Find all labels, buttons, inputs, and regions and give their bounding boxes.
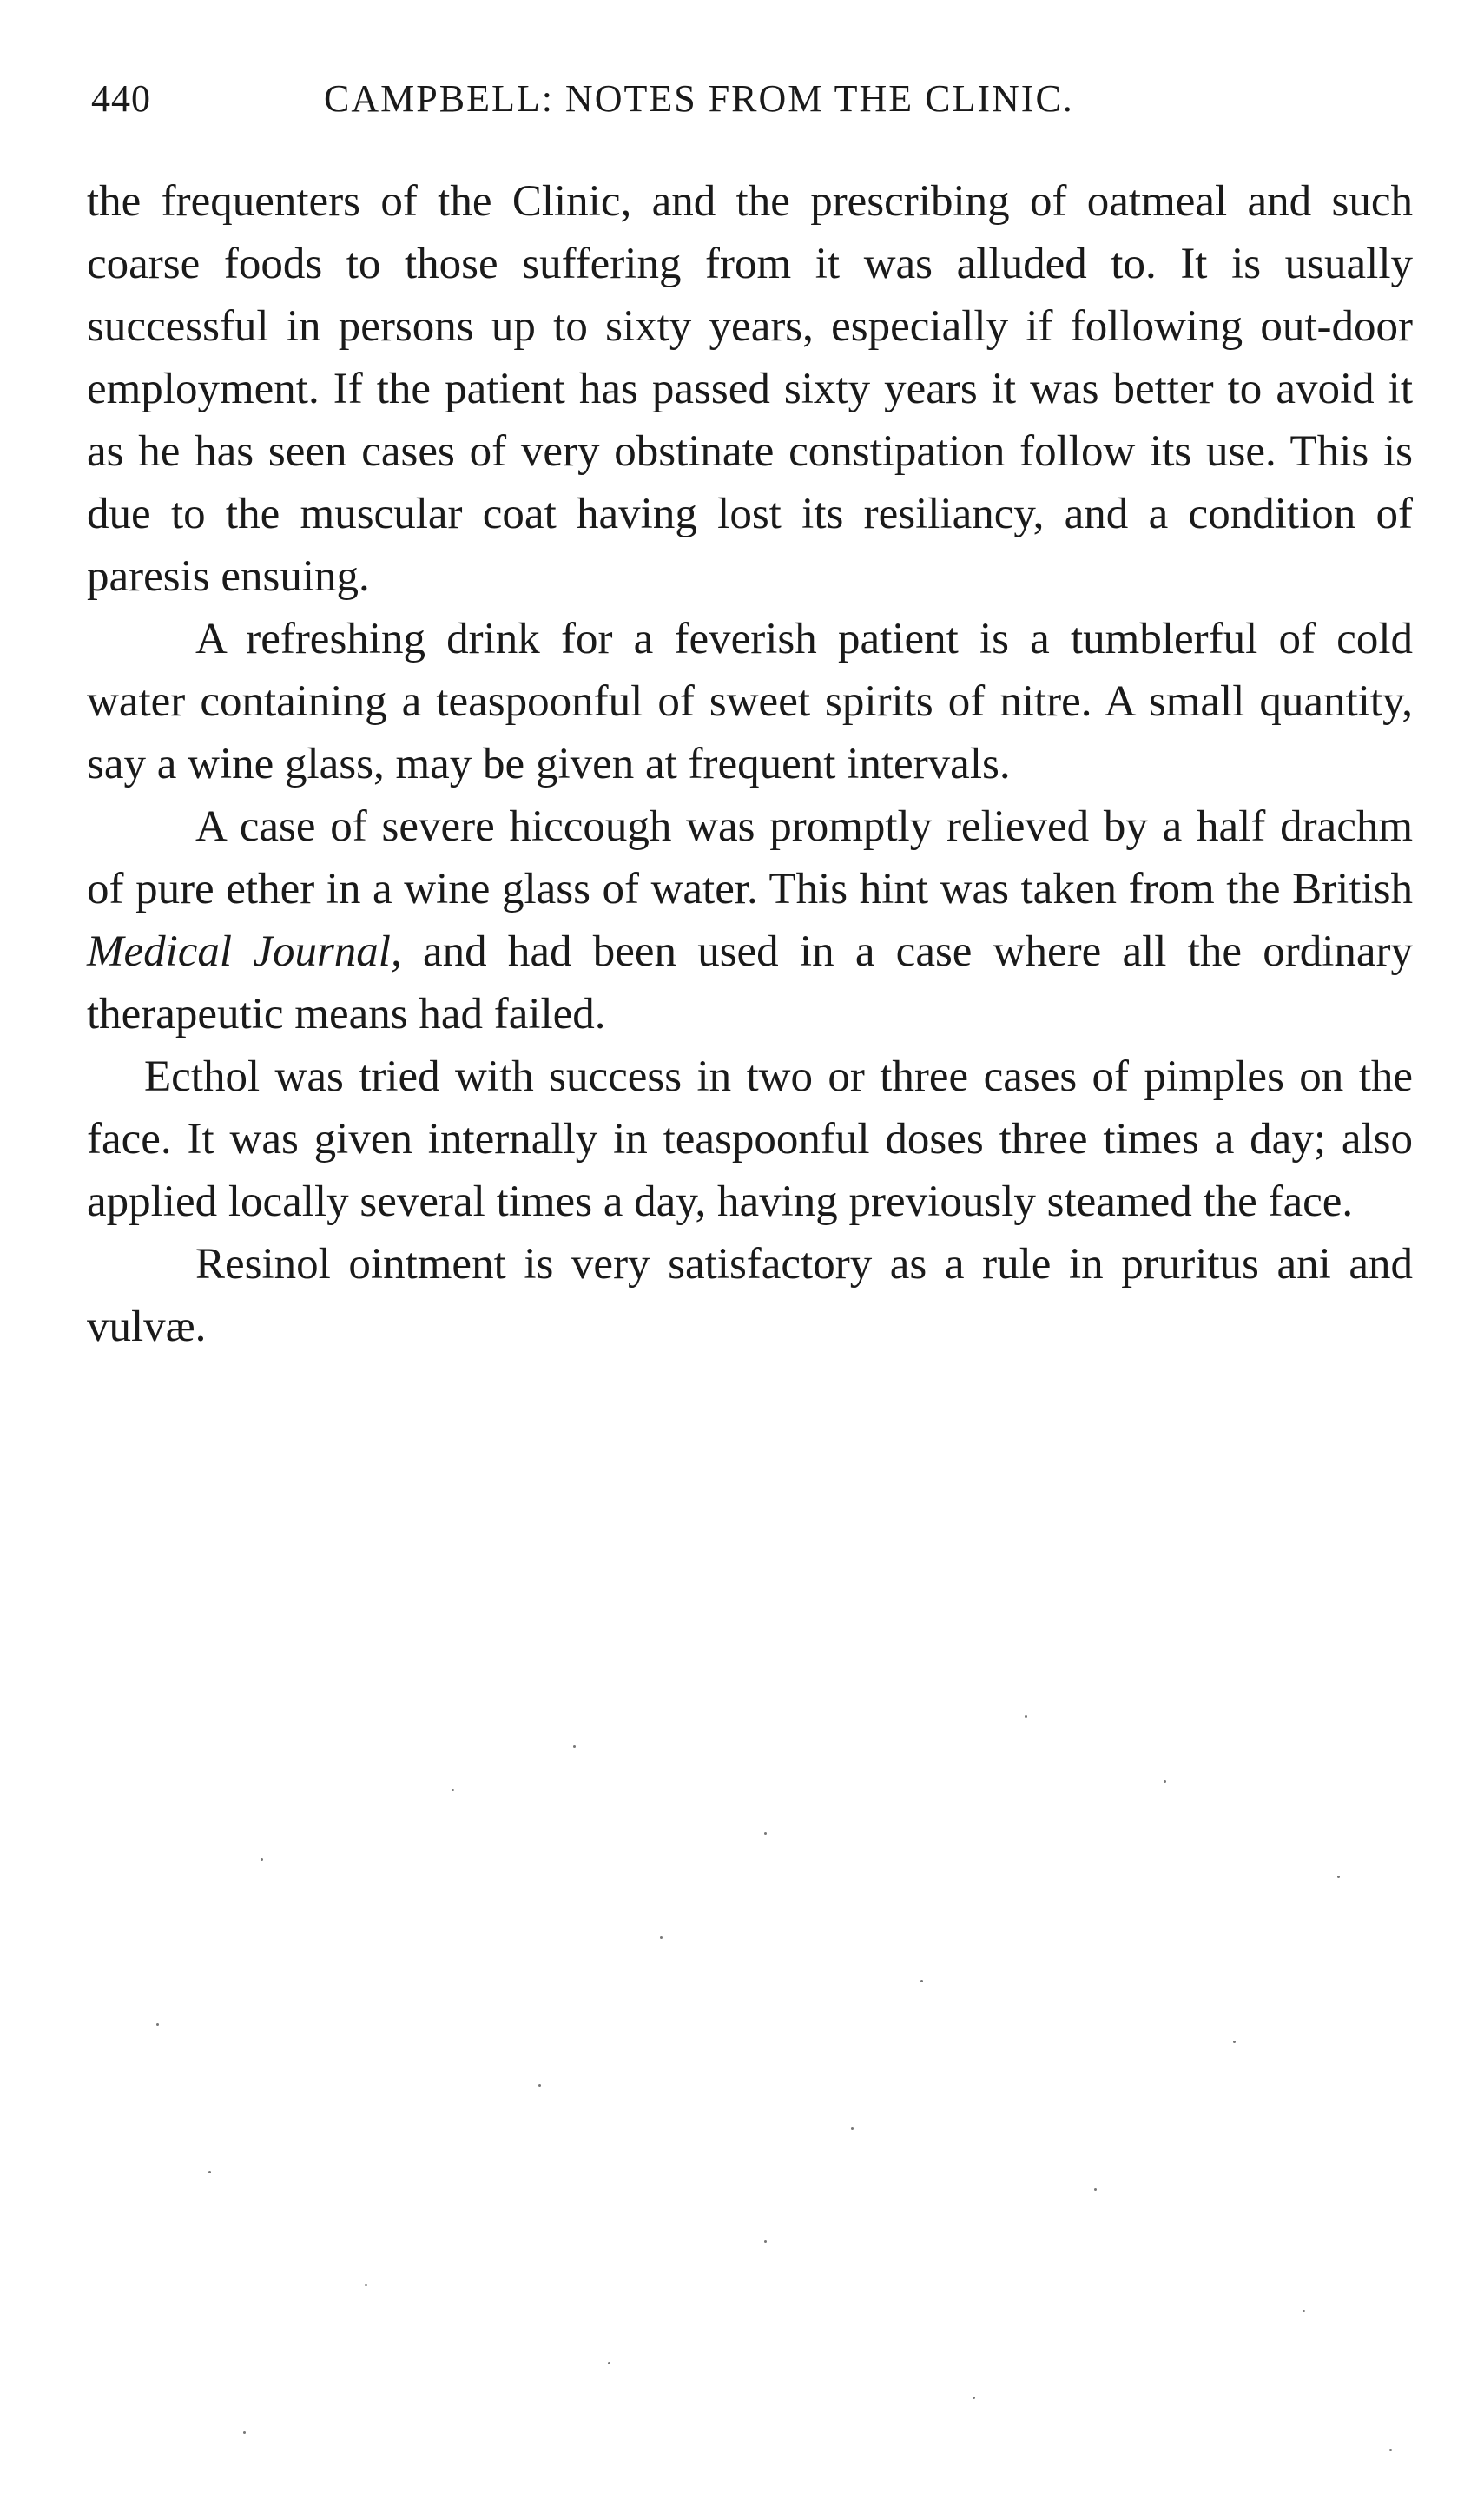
scan-speck: [365, 2284, 367, 2286]
paragraph-hiccough: [87, 795, 1413, 1045]
scan-speck: [764, 1832, 767, 1835]
scan-speck: [573, 1745, 576, 1748]
running-head: CAMPBELL: NOTES FROM THE CLINIC.: [324, 77, 1074, 120]
scan-speck: [208, 2171, 211, 2173]
paragraph-resinol: Resinol ointment is very satisfactory as a rule in pruritus ani and vulvæ.: [87, 1240, 1413, 1351]
body-text: [87, 170, 1413, 1358]
scan-speck: [764, 2240, 767, 2243]
scan-speck: [1094, 2188, 1097, 2191]
scan-speck: [261, 1858, 263, 1861]
page-number: 440: [91, 77, 151, 120]
scan-speck: [660, 1936, 663, 1939]
scan-speck: [920, 1980, 923, 1982]
paragraph-continuation: the frequenters of the Clinic, and the prescribing of oatmeal and such coarse foods to those suffering from it was alluded to. It is usually successful in persons up to sixty years, especially if following out-door employment. If the patient has passed sixty years it was better to avoid it as he has seen cases of very obstinate constipation follow its use. This is due to the muscular coat having lost its resiliancy, and a condition of paresis ensuing.: [87, 177, 1413, 601]
paragraph-feverish-drink: A refreshing drink for a feverish patient is a tumblerful of cold water containing a teaspoonful of sweet spirits of nitre. A small quantity, say a wine glass, may be given at frequent intervals.: [87, 615, 1413, 788]
journal-title: Medical Journal,: [87, 927, 402, 976]
scan-speck: [1025, 1715, 1027, 1718]
scan-speck: [851, 2127, 854, 2130]
paragraph-ecthol: Ecthol was tried with success in two or three cases of pimples on the face. It was given internally in teaspoonful doses three times a day; also applied locally several times a day, having previously steamed the face.: [87, 1052, 1413, 1226]
paragraph-hiccough-text-before: A case of severe hiccough was promptly relieved by a half drachm of pure ether in a wine glass of water. This hint was taken from the British: [87, 802, 1413, 913]
scan-speck: [243, 2431, 246, 2434]
scan-speck: [1337, 1876, 1340, 1878]
scan-speck: [1389, 2449, 1392, 2451]
scan-speck: [973, 2397, 975, 2399]
paragraph-hiccough-text-after: and had been used in a case where all the ordinary therapeutic means had failed.: [87, 927, 1413, 1039]
scan-speck: [1233, 2041, 1236, 2043]
scan-speck: [538, 2084, 541, 2087]
scan-speck: [156, 2023, 159, 2026]
scan-speck: [452, 1789, 454, 1791]
scan-speck: [608, 2362, 610, 2364]
page-header: [91, 76, 1411, 137]
scan-speck: [1303, 2310, 1305, 2312]
scan-speck: [1164, 1780, 1166, 1783]
